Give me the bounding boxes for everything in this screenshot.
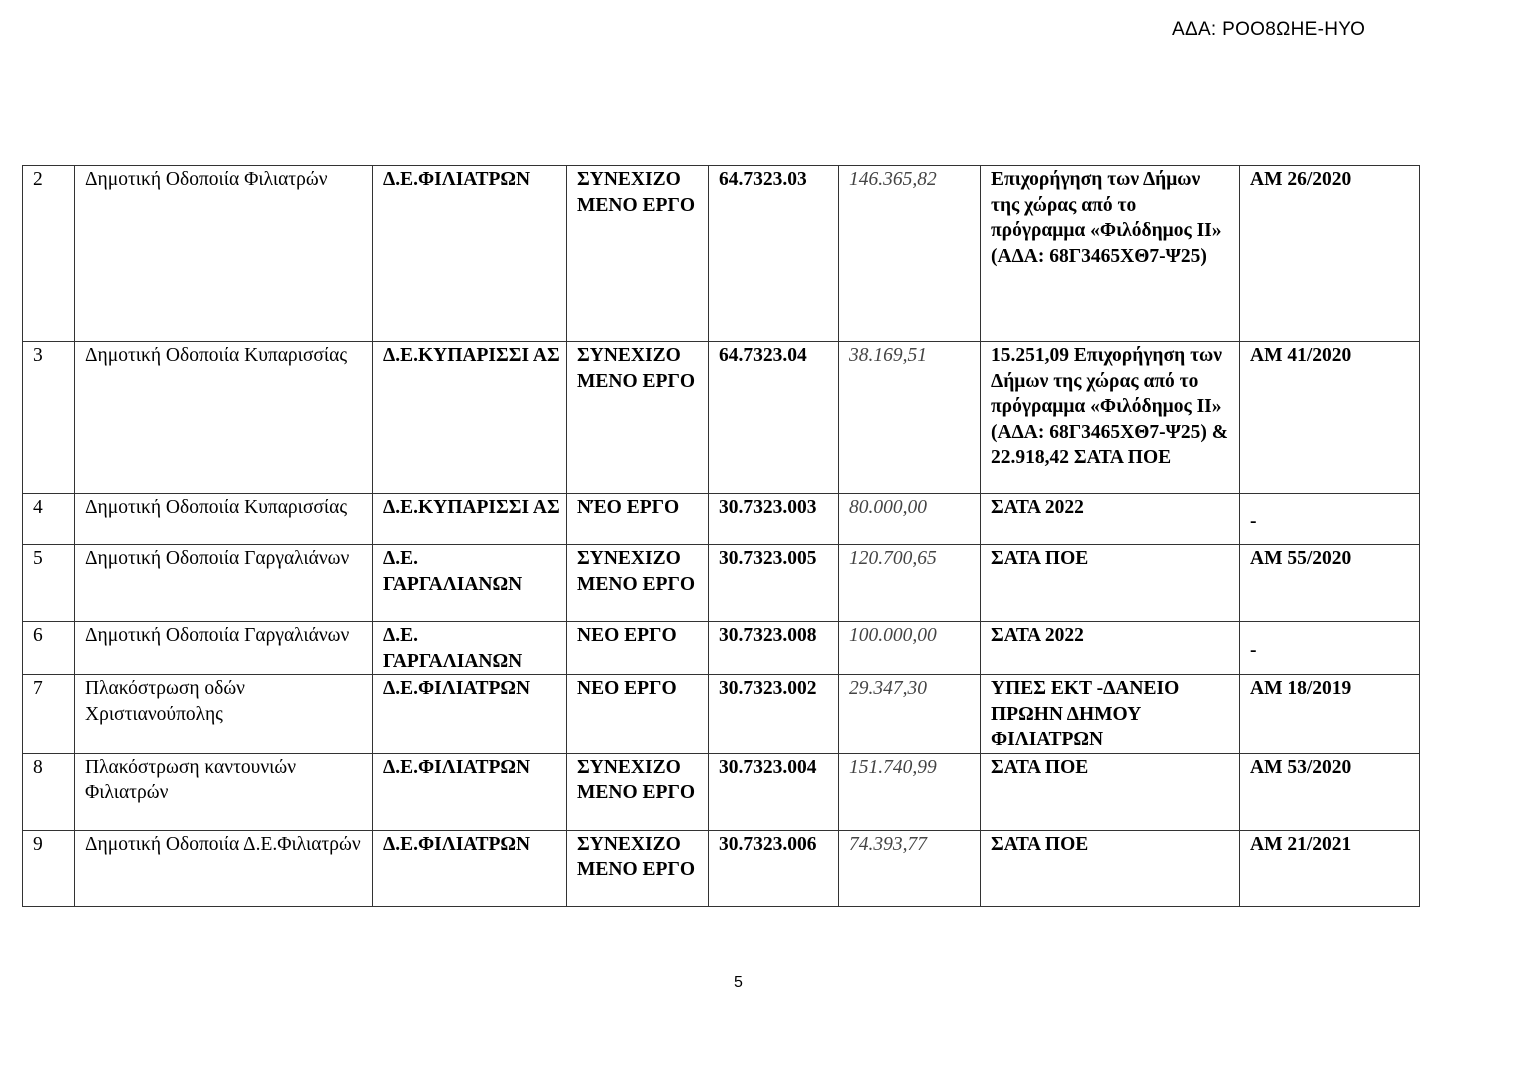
- am-reference: ΑΜ 18/2019: [1240, 675, 1420, 754]
- am-reference: ΑΜ 53/2020: [1240, 753, 1420, 830]
- project-status: ΣΥΝΕΧΙΖΟ ΜΕΝΟ ΕΡΓΟ: [567, 166, 709, 342]
- am-reference: -: [1240, 494, 1420, 545]
- project-status: ΝΕΟ ΕΡΓΟ: [567, 622, 709, 675]
- table-row: [23, 753, 1420, 830]
- table-row: [23, 545, 1420, 622]
- project-title: Δημοτική Οδοποιία Δ.Ε.Φιλιατρών: [75, 830, 373, 906]
- project-status: ΣΥΝΕΧΙΖΟ ΜΕΝΟ ΕΡΓΟ: [567, 342, 709, 494]
- budget-code: 30.7323.002: [709, 675, 839, 754]
- table-row: [23, 494, 1420, 545]
- row-number: 6: [23, 622, 75, 675]
- amount: 74.393,77: [839, 830, 981, 906]
- am-reference: ΑΜ 55/2020: [1240, 545, 1420, 622]
- table-row: [23, 675, 1420, 754]
- amount: 80.000,00: [839, 494, 981, 545]
- ada-identifier: ΑΔΑ: ΡΟΟ8ΩΗΕ-ΗΥΟ: [1172, 19, 1366, 40]
- funding-source: ΣΑΤΑ 2022: [981, 622, 1240, 675]
- am-reference: ΑΜ 26/2020: [1240, 166, 1420, 342]
- municipal-unit: Δ.Ε.ΦΙΛΙΑΤΡΩΝ: [373, 830, 567, 906]
- am-reference: ΑΜ 21/2021: [1240, 830, 1420, 906]
- projects-table: [22, 165, 1420, 907]
- table-row: [23, 342, 1420, 494]
- table-row: [23, 830, 1420, 906]
- funding-source: ΣΑΤΑ ΠΟΕ: [981, 545, 1240, 622]
- budget-code: 30.7323.008: [709, 622, 839, 675]
- funding-source: 15.251,09 Επιχορήγηση των Δήμων της χώρας από το πρόγραμμα «Φιλόδημος ΙΙ» (ΑΔΑ: 68Γ3465ΧΘ7-Ψ25) & 22.918,42 ΣΑΤΑ ΠΟΕ: [981, 342, 1240, 494]
- project-title: Δημοτική Οδοποιία Κυπαρισσίας: [75, 342, 373, 494]
- row-number: 5: [23, 545, 75, 622]
- project-status: ΝΈΟ ΕΡΓΟ: [567, 494, 709, 545]
- table-row: [23, 622, 1420, 675]
- budget-code: 64.7323.03: [709, 166, 839, 342]
- amount: 100.000,00: [839, 622, 981, 675]
- budget-code: 30.7323.004: [709, 753, 839, 830]
- project-title: Δημοτική Οδοποιία Φιλιατρών: [75, 166, 373, 342]
- municipal-unit: Δ.Ε. ΓΑΡΓΑΛΙΑΝΩΝ: [373, 622, 567, 675]
- funding-source: ΣΑΤΑ 2022: [981, 494, 1240, 545]
- amount: 120.700,65: [839, 545, 981, 622]
- row-number: 2: [23, 166, 75, 342]
- row-number: 7: [23, 675, 75, 754]
- project-title: Πλακόστρωση οδών Χριστιανούπολης: [75, 675, 373, 754]
- budget-code: 30.7323.005: [709, 545, 839, 622]
- municipal-unit: Δ.Ε.ΦΙΛΙΑΤΡΩΝ: [373, 166, 567, 342]
- project-title: Δημοτική Οδοποιία Γαργαλιάνων: [75, 545, 373, 622]
- amount: 151.740,99: [839, 753, 981, 830]
- funding-source: Επιχορήγηση των Δήμων της χώρας από το πρόγραμμα «Φιλόδημος ΙΙ» (ΑΔΑ: 68Γ3465ΧΘ7-Ψ25): [981, 166, 1240, 342]
- project-title: Δημοτική Οδοποιία Κυπαρισσίας: [75, 494, 373, 545]
- project-title: Δημοτική Οδοποιία Γαργαλιάνων: [75, 622, 373, 675]
- funding-source: ΣΑΤΑ ΠΟΕ: [981, 830, 1240, 906]
- row-number: 3: [23, 342, 75, 494]
- project-status: ΣΥΝΕΧΙΖΟ ΜΕΝΟ ΕΡΓΟ: [567, 753, 709, 830]
- municipal-unit: Δ.Ε.ΚΥΠΑΡΙΣΣΙ ΑΣ: [373, 494, 567, 545]
- project-title: Πλακόστρωση καντουνιών Φιλιατρών: [75, 753, 373, 830]
- budget-code: 30.7323.006: [709, 830, 839, 906]
- am-reference: -: [1240, 622, 1420, 675]
- municipal-unit: Δ.Ε. ΓΑΡΓΑΛΙΑΝΩΝ: [373, 545, 567, 622]
- municipal-unit: Δ.Ε.ΚΥΠΑΡΙΣΣΙ ΑΣ: [373, 342, 567, 494]
- budget-code: 64.7323.04: [709, 342, 839, 494]
- row-number: 4: [23, 494, 75, 545]
- municipal-unit: Δ.Ε.ΦΙΛΙΑΤΡΩΝ: [373, 675, 567, 754]
- municipal-unit: Δ.Ε.ΦΙΛΙΑΤΡΩΝ: [373, 753, 567, 830]
- project-status: ΝΕΟ ΕΡΓΟ: [567, 675, 709, 754]
- am-reference: ΑΜ 41/2020: [1240, 342, 1420, 494]
- project-status: ΣΥΝΕΧΙΖΟ ΜΕΝΟ ΕΡΓΟ: [567, 830, 709, 906]
- row-number: 8: [23, 753, 75, 830]
- project-status: ΣΥΝΕΧΙΖΟ ΜΕΝΟ ΕΡΓΟ: [567, 545, 709, 622]
- funding-source: ΣΑΤΑ ΠΟΕ: [981, 753, 1240, 830]
- row-number: 9: [23, 830, 75, 906]
- amount: 29.347,30: [839, 675, 981, 754]
- amount: 38.169,51: [839, 342, 981, 494]
- budget-code: 30.7323.003: [709, 494, 839, 545]
- page-number: 5: [734, 974, 743, 991]
- amount: 146.365,82: [839, 166, 981, 342]
- funding-source: ΥΠΕΣ ΕΚΤ -ΔΑΝΕΙΟ ΠΡΩΗΝ ΔΗΜΟΥ ΦΙΛΙΑΤΡΩΝ: [981, 675, 1240, 754]
- table-row: [23, 166, 1420, 342]
